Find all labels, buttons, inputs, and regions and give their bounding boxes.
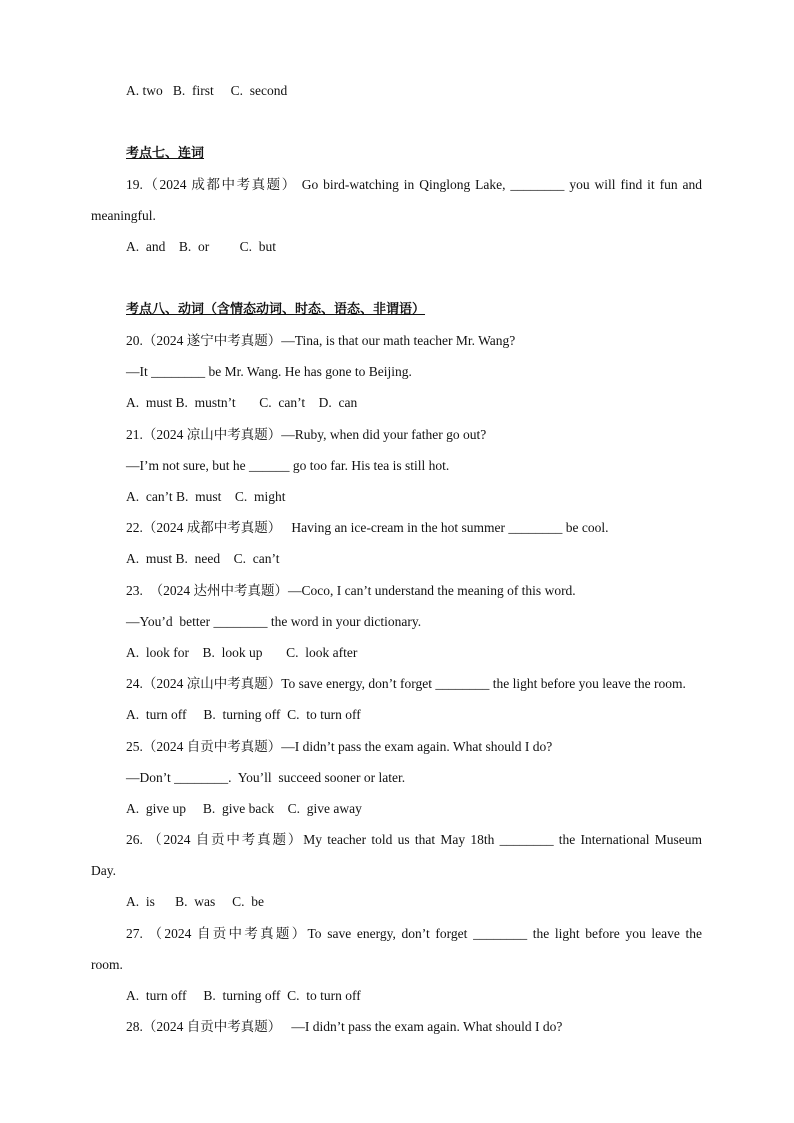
question-21-stem: 21.（2024 凉山中考真题）—Ruby, when did your father go out? bbox=[126, 427, 487, 442]
question-26-stem-cont: Day. bbox=[91, 863, 116, 878]
question-23-stem: 23. （2024 达州中考真题）—Coco, I can’t understand the meaning of this word. bbox=[126, 583, 576, 598]
question-21-options: A. can’t B. must C. might bbox=[126, 489, 286, 504]
question-20-reply: —It ________ be Mr. Wang. He has gone to Beijing. bbox=[126, 364, 412, 379]
question-25-options: A. give up B. give back C. give away bbox=[126, 801, 362, 816]
question-26-stem: 26. （2024 自贡中考真题）My teacher told us that May 18th ________ the International Museum bbox=[126, 832, 702, 847]
question-27-stem-cont: room. bbox=[91, 957, 123, 972]
section-heading-conjunctions: 考点七、连词 bbox=[126, 146, 205, 161]
question-19-stem: 19.（2024 成都中考真题） Go bird-watching in Qinglong Lake, ________ you will find it fun and bbox=[126, 177, 702, 192]
question-20-stem: 20.（2024 遂宁中考真题）—Tina, is that our math teacher Mr. Wang? bbox=[126, 333, 516, 348]
question-25-stem: 25.（2024 自贡中考真题）—I didn’t pass the exam again. What should I do? bbox=[126, 739, 553, 754]
question-26-options: A. is B. was C. be bbox=[126, 894, 264, 909]
question-21-reply: —I’m not sure, but he ______ go too far. His tea is still hot. bbox=[126, 458, 450, 473]
question-28-stem: 28.（2024 自贡中考真题） —I didn’t pass the exam again. What should I do? bbox=[126, 1019, 563, 1034]
question-20-options: A. must B. mustn’t C. can’t D. can bbox=[126, 395, 358, 410]
question-23-reply: —You’d better ________ the word in your dictionary. bbox=[126, 614, 422, 629]
question-27-stem: 27. （2024 自贡中考真题）To save energy, don’t forget ________ the light before you leave the bbox=[126, 926, 702, 941]
question-18-options: A. two B. first C. second bbox=[126, 83, 288, 98]
question-24-stem: 24.（2024 凉山中考真题）To save energy, don’t forget ________ the light before you leave the room. bbox=[126, 676, 686, 691]
question-23-options: A. look for B. look up C. look after bbox=[126, 645, 358, 660]
question-27-options: A. turn off B. turning off C. to turn off bbox=[126, 988, 361, 1003]
question-22-stem: 22.（2024 成都中考真题） Having an ice-cream in the hot summer ________ be cool. bbox=[126, 520, 609, 535]
question-19-options: A. and B. or C. but bbox=[126, 239, 276, 254]
question-25-reply: —Don’t ________. You’ll succeed sooner or later. bbox=[126, 770, 406, 785]
question-22-options: A. must B. need C. can’t bbox=[126, 551, 280, 566]
question-19-stem-cont: meaningful. bbox=[91, 208, 156, 223]
section-heading-verbs: 考点八、动词（含情态动词、时态、语态、非谓语） bbox=[126, 302, 426, 317]
question-24-options: A. turn off B. turning off C. to turn off bbox=[126, 707, 361, 722]
